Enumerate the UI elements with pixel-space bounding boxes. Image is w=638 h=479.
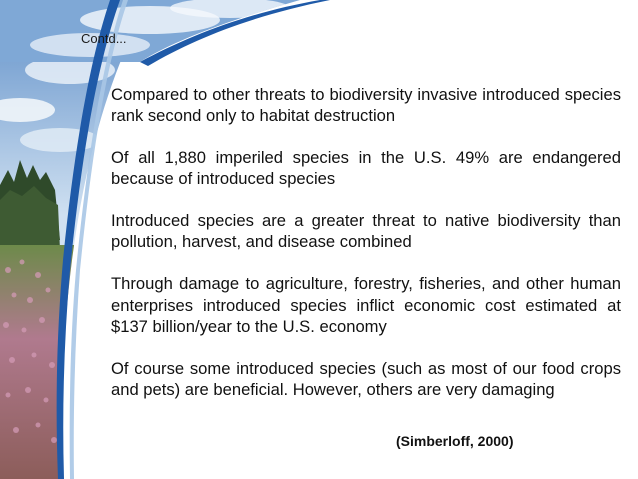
bullet-item: Of all 1,880 imperiled species in the U.S. 49% are endangered because of introduced species bbox=[111, 148, 621, 189]
bullet-item: Of course some introduced species (such as most of our food crops and pets) are beneficial. However, others are very damaging bbox=[111, 358, 621, 399]
slide-title: Contd... bbox=[81, 31, 127, 46]
bullet-item: Through damage to agriculture, forestry, fisheries, and other human enterprises introduced species inflict economic cost estimated at $137 billion/year to the U.S. economy bbox=[111, 274, 621, 336]
bullet-item: Introduced species are a greater threat to native biodiversity than pollution, harvest, and disease combined bbox=[111, 211, 621, 252]
bullet-list bbox=[111, 84, 621, 421]
citation: (Simberloff, 2000) bbox=[396, 433, 514, 449]
bullet-item: Compared to other threats to biodiversity invasive introduced species rank second only to habitat destruction bbox=[111, 85, 621, 126]
